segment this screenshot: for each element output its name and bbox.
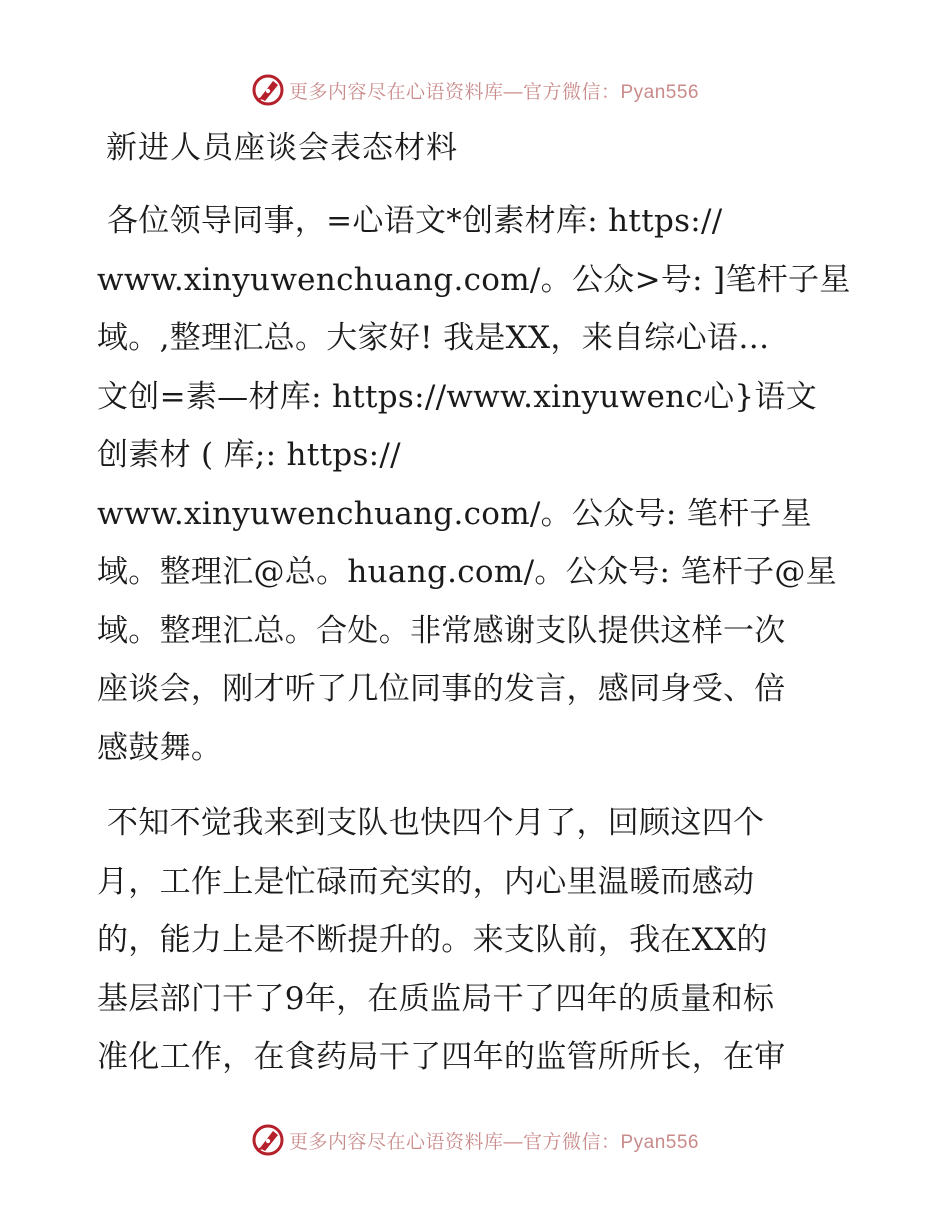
text-line: 准化工作，在食药局干了四年的监管所所长，在审 (97, 1039, 786, 1075)
text-line: 基层部门干了9年，在质监局干了四年的质量和标 (97, 980, 775, 1017)
text-line: 月，工作上是忙碌而充实的，内心里温暖而感动 (97, 863, 755, 900)
text-line: 各位领导同事，=心语文*创素材库: https:// (107, 203, 723, 239)
text-line: 座谈会，刚才听了几位同事的发言，感同身受、倍 (97, 671, 786, 707)
paragraph-2 (97, 794, 786, 1087)
document-title: 新进人员座谈会表态材料 (106, 130, 458, 166)
text-line: 文创=素—材库: https://www.xinyuwenc心}语文 (97, 378, 817, 415)
footer-banner-text: 更多内容尽在心语资料库—官方微信：Pyan556 (288, 1131, 699, 1153)
text-line: www.xinyuwenchuang.com/。公众>号: ]笔杆子星 (97, 261, 851, 298)
text-line: 感鼓舞。 (97, 729, 223, 766)
text-line: 域。,整理汇总。大家好! 我是XX，来自综心语… (97, 320, 770, 356)
text-line: 的，能力上是不断提升的。来支队前，我在XX的 (97, 922, 768, 958)
text-line: 域。整理汇总。合处。非常感谢支队提供这样一次 (97, 612, 786, 649)
paragraph-1 (97, 192, 851, 777)
footer-banner (0, 1120, 950, 1160)
text-line: www.xinyuwenchuang.com/。公众号: 笔杆子星 (97, 495, 812, 532)
header-banner-text: 更多内容尽在心语资料库—官方微信：Pyan556 (288, 81, 699, 103)
pen-nib-logo-icon (251, 1123, 285, 1157)
text-line: 不知不觉我来到支队也快四个月了，回顾这四个 (107, 805, 765, 841)
text-line: 创素材 ( 库;: https:// (97, 437, 401, 473)
text-line: 域。整理汇@总。huang.com/。公众号: 笔杆子@星 (97, 554, 837, 590)
pen-nib-logo-icon (251, 73, 285, 107)
header-banner (0, 70, 950, 110)
